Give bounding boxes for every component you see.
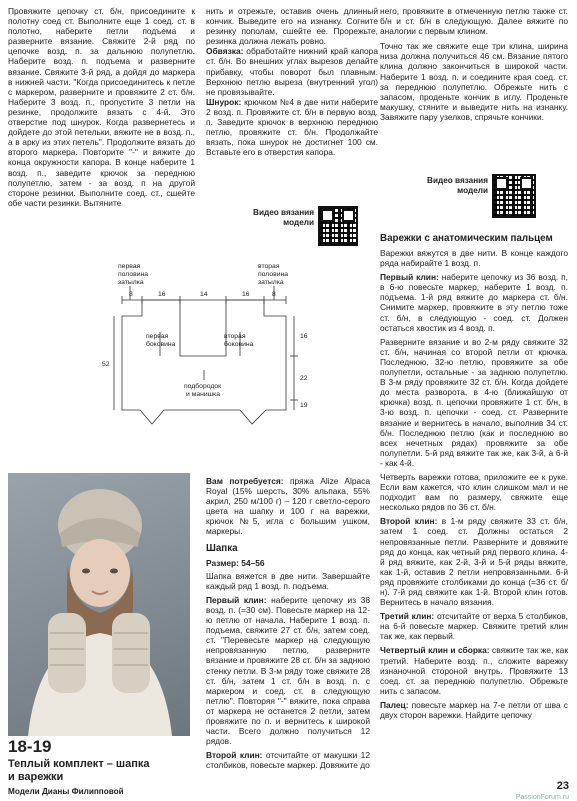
label-second-half-3: затылка [258,279,284,286]
model-photo [8,473,190,736]
col2-bottom [206,476,370,770]
page-number: 23 [556,780,569,792]
hood-outline [122,300,286,424]
video-label-2 [400,176,488,196]
label-second-side-1: вторая [224,333,246,340]
mittens-second [380,516,568,607]
caption-title: Теплый комплект – шапка и варежки [8,758,150,783]
need-label: Вам потребуется: [206,476,284,486]
mittens-third [380,611,568,641]
caption-number: 18-19 [8,737,52,756]
mittens-title: Варежки с анатомическим пальцем [380,233,553,244]
col1-paragraph: Провяжите цепочку ст. б/н, присоедините к полотну соед ст. Выполните еще 1 соед. ст. в полотно, наберите петли подъема и разверните вязание. Свяжите 2-й ряд по цепочке возд. п. за дальнюю полупетлю. Наберите возд. п. подъема и разверните вязание. Свяжите 3-й ряд, а дойдя до маркера в нижней части. "Когда присоединитесь к петле с маркером, разверните и провяжите 2 ст. б/н. Наберите 3 возд. п., пропустите 3 петли на резинке, продолжите вязать с 4-й. Это отверстие под шнурок. Когда развернетесь и дойдете до этой петельки, вяжите не в возд. п., а в арку из этих петель". Продолжите вязать до второго маркера. Повторите "-" и вяжите до конца окружности капора. В конце наберите 1 возд. п., заведите крючок за переднюю полупетлю, затем - за возд. п на другой стороне резинки. Выполните соед. ст., сшейте обе части резинки. Вытяните [8,6,195,208]
size-value: 54–56 [241,557,265,568]
mittens-first-label: Первый клин: [380,272,439,283]
qr-code-1[interactable] [318,206,358,246]
mittens-palec [380,700,568,720]
hat-first [206,595,370,746]
label-second-half-2: половина [258,271,289,278]
dim-i: 52 [102,361,110,368]
hat-second-text: отсчитайте от макушки 12 столбиков, повесьте маркер. Довяжите до [206,750,370,771]
caption-author: Модели Дианы Филипповой [8,787,124,796]
video-label-line2: модели [283,218,314,227]
label-chin-1: подбородок [184,383,222,390]
caption [8,738,198,797]
size-label: Размер: [206,557,239,568]
shnurok-text: крючком №4 в две нити наберите 2 возд. п. Провяжите ст. б/н в первую возд. п. Заведите крючок в верхнюю переднюю петлю, провяжите ст. б/н. Продолжайте вязать, пока шнурок не достигнет 100 см. Вставьте его в отверстия капора. [206,96,379,158]
diagram-labels [102,263,308,409]
hat-title: Шапка [206,542,238,554]
label-first-half-3: затылка [118,279,144,286]
shnurok-paragraph [206,97,378,158]
label-second-side-2: боковина [224,341,254,348]
mittens-razvernite: Разверните вязание и во 2-м ряду свяжите 32 ст. б/н, начиная со второй петли от крючка. Последнюю, 32-ю петлю, провяжите за обе полупетли, остальные - за заднюю полупетлю. В 3-м ряду провяжите 32 ст. б/н. Когда дойдете до места разворота, в 4-ю (ближайшую от крючка) возд. п. цепочки провяжите 1 ст. б/н, в 3-ю возд. п. цепочки - соед. ст. Разверните вязание и вернитесь в начало, выполнив 34 ст. б/н. Последнюю петлю (как и последнюю во всех нечетных рядах) провяжите за обе полупетли. 5-й ряд вяжите так же, как 3-й, а 6-й - как 4-й. [380,336,568,468]
mittens-fourth-text: свяжите так же, как третий. Наберите возд. п., сложите варежку изнаночной стороной внутрь. Провяжите 13 соед. ст. за переднюю полупетлю. Обрежьте нить с запасом. [380,645,569,696]
need-text: пряжа Alize Alpaca Royal (15% шерсть, 30% альпака, 55% акрил, 250 м/100 г) – 120 г светло-серого цвета на шапку и 100 г на варежки, крючок №5, игла с большим ушком, маркеры. [206,476,370,537]
dim-a: 8 [129,291,133,298]
qr-code-2[interactable] [492,174,536,218]
dim-f: 16 [300,333,308,340]
obvyazka-text: обработайте нижний край капора ст. б/н. Во внешних углах вырезов делайте прибавку, чтобы поворот был плавным. Верхнюю петлю выреза (внутренний угол) не провязывайте. [206,46,378,97]
dim-e: 8 [272,291,276,298]
mittens-fourth-label: Четвертый клин и сборка: [380,645,490,656]
video-label-2-line2: модели [457,186,488,195]
label-first-half-2: половина [118,271,149,278]
hat-second-label: Второй клин: [206,750,263,761]
video-label-line1: Видео вязания [253,208,314,217]
brand-watermark: PassionForum.ru [515,794,569,801]
video-label-1 [226,208,314,228]
obvyazka-label: Обвязка: [206,46,244,57]
shnurok-label: Шнурок: [206,96,242,107]
mittens-second-text: в 1-м ряду свяжите 33 ст. б/н, затем 1 соед. ст. Должны остаться 2 непровязанные петли. Разверните и довяжите ряд до конца, как четный ряд первого клина. 4-й ряд вяжите, как 2-й, 3-й и 5-й ряды вяжите, как 1-й, оставив 2 петли непровязанными. 6-й ряд провяжите столбиками до конца (=36 ст. б/н). 7-й ряд свяжите как 1-й. Второй клин готов. Вернитесь в начало вязания. [380,516,568,608]
label-second-half-1: вторая [258,263,280,270]
mittens-palec-text: повесьте маркер на 7-е петли от шва с двух сторон варежки. Найдите цепочку [380,699,568,721]
col2-top [206,6,378,157]
hat-second [206,750,370,770]
hat-first-text: наберите цепочку из 38 возд. п. (=30 см). Повесьте маркер на 12-ю петлю от начала. Наберите 1 возд. п. подъема, свяжите 27 ст. б/н, затем соед. ст. "Перевесьте маркер на следующую непровязанную петлю, разверните вязание и провяжите 28 ст. б/н за заднюю стенку петли. В 3-м ряду тоже свяжите 28 ст. б/н, затем 1 ст. б/н в возд. п. с маркером и соед. ст. в следующую петлю". Повторяя "-" вяжите, пока справа от маркера не останется 2 петли, затем провяжите по п. и вернитесь к широкой части. Всего должно получиться 12 рядов. [206,594,371,747]
label-chin-2: и манишка [186,391,221,398]
obvyazka-paragraph [206,46,378,96]
col1-text [8,6,195,208]
dim-g: 22 [300,375,308,382]
mittens-intro: Варежки вяжутся в две нити. В конце каждого ряда набирайте 1 возд. п. [380,248,568,269]
mittens-chetvert: Четверть варежки готова, приложите ее к руке. Если вам кажется, что клин слишком мал и не подходит вам по размеру, свяжите еще несколько рядов по 36 ст. б/н. [380,471,568,513]
need-paragraph [206,476,370,537]
mittens-second-label: Второй клин: [380,516,438,527]
label-first-half-1: первая [118,263,141,270]
model-illustration [8,473,190,736]
mittens-first-text: наберите цепочку из 36 возд. п, в 6-ю повесьте маркер, наберите 1 возд. п. подъема. 1-й ряд вяжите до маркера ст. б/н. Снимите маркер, провяжите в эту петлю тоже ст. б/н, в следующую - соед. ст. Должен остаться хвостик из 4 возд. п. [380,272,568,333]
dim-b: 16 [158,291,166,298]
dim-d: 16 [242,291,250,298]
video-label-2-line1: Видео вязания [427,176,488,185]
dim-h: 19 [300,402,308,409]
label-first-side-2: боковина [146,341,176,348]
label-first-side-1: первая [146,333,169,340]
col2-intro: нить и отрежьте, оставив очень длинный кончик. Выведите его на изнанку. Согните резинку пополам, сшейте ее. Прорежьте, резинка должна лежать ровно. [206,6,378,47]
hat-intro: Шапка вяжется в две нити. Завершайте каждый ряд 1 возд. п. подъема. [206,570,370,591]
mittens-third-label: Третий клин: [380,611,435,622]
hat-first-label: Первый клин: [206,594,267,605]
mittens-first [380,272,568,333]
hood-diagram [100,260,330,465]
mittens-fourth [380,645,568,695]
col3-p2: Точно так же свяжите еще три клина, ширина низа должна получиться 46 см. Вязание пятого клина должно закончиться в широкой части. Наберите 1 возд. п. и соедините края соед. ст. за переднюю полупетлю. Обрежьте нить с запасом, проденьте кончик в иглу. Проденьте макушку, стяните и выведите нить на изнанку. Завяжите пару узелков, спрячьте кончики. [380,41,568,122]
size-paragraph [206,558,370,568]
col3-top [380,6,568,122]
mittens-palec-label: Палец: [380,699,409,710]
dim-c: 14 [200,291,208,298]
col3-mittens [380,233,568,720]
col3-intro: него, провяжите в отмеченную петлю также ст. б/н и ст. б/н в следующую. Далее вяжите по аналогии с первым клином. [380,6,568,37]
mittens-third-text: отсчитайте от верха 5 столбиков, на 6-й повесьте маркер. Свяжите третий клин так же, как первый. [380,611,569,642]
